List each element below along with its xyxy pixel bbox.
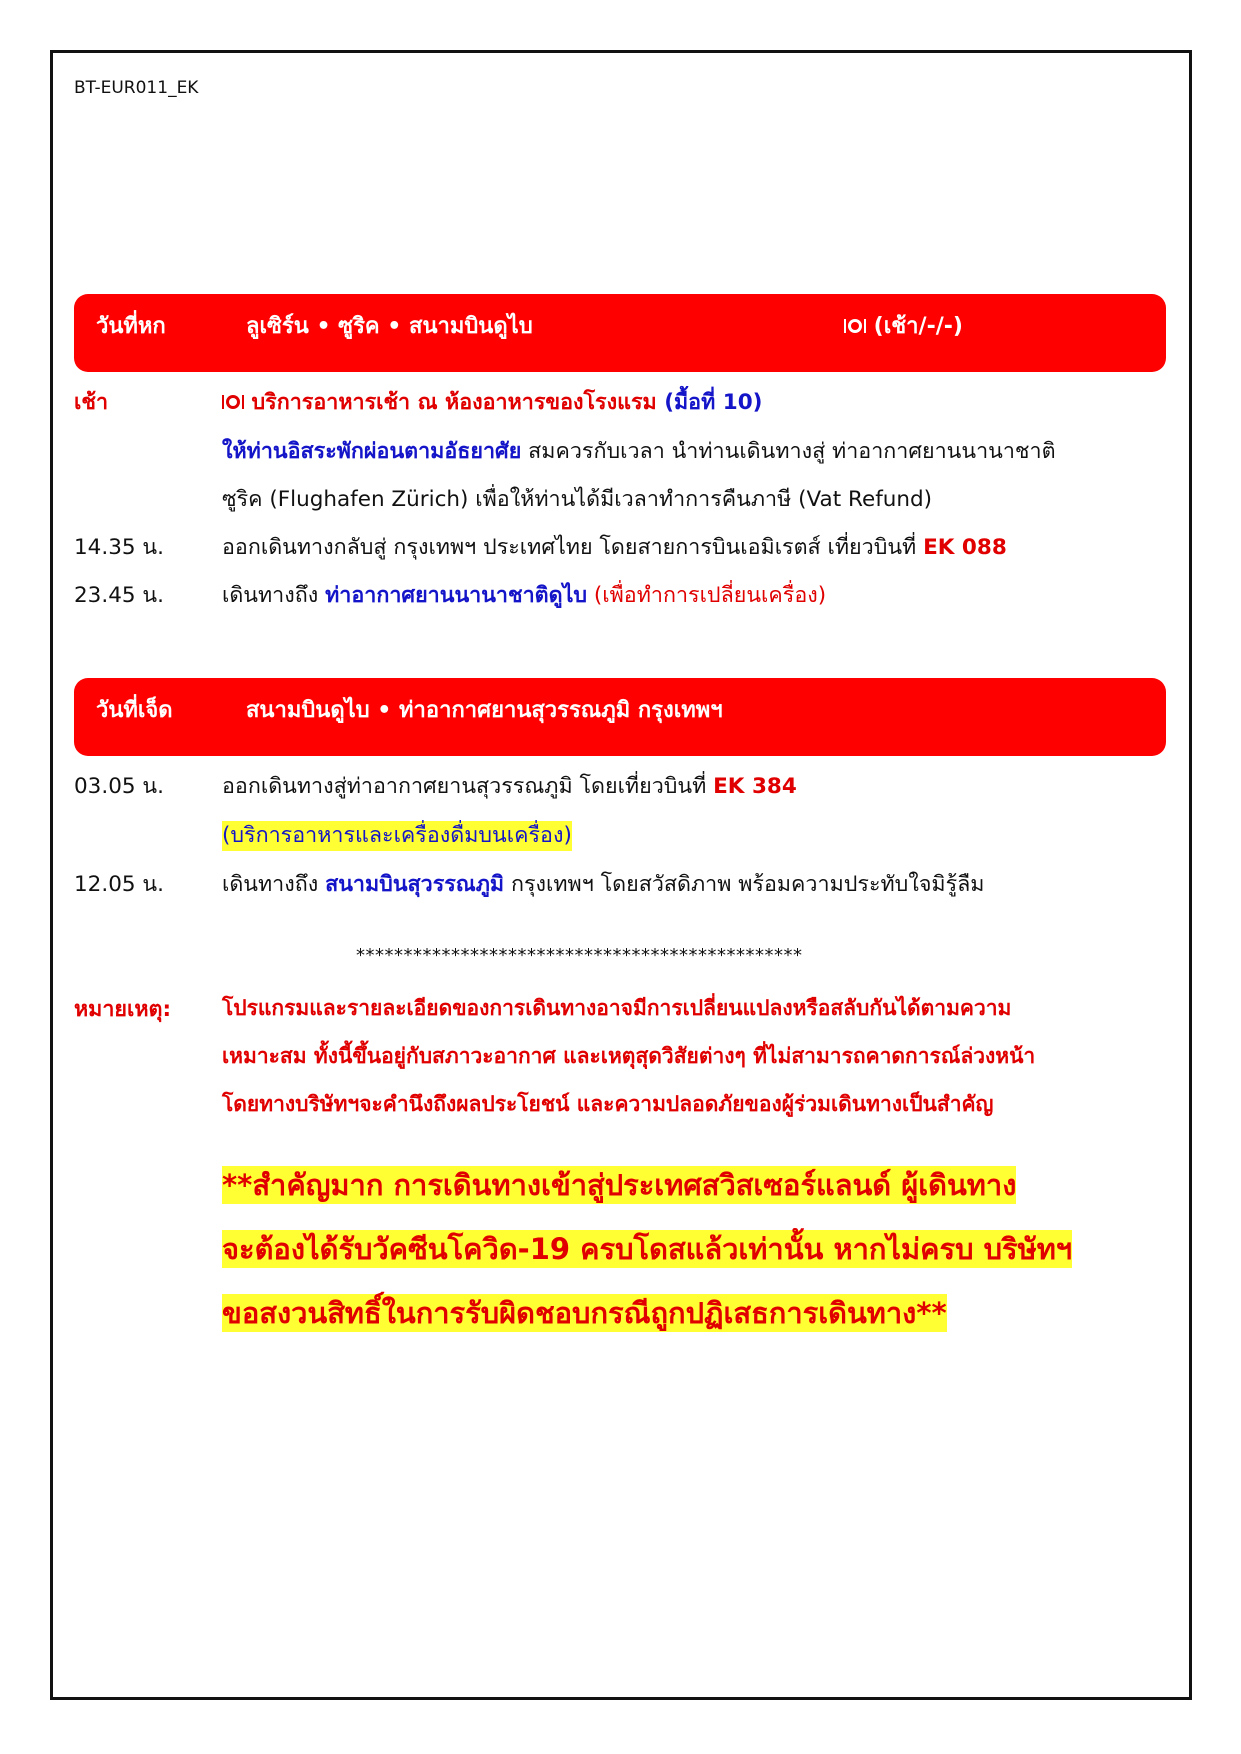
arrival-text: เดินทางถึง: [222, 872, 326, 897]
inflight-service: (บริการอาหารและเครื่องดื่มบนเครื่อง): [222, 821, 572, 851]
notes-label: หมายเหตุ:: [74, 997, 172, 1022]
dish-icon: [222, 393, 244, 411]
departure-time: 14.35 น.: [74, 535, 164, 560]
important-line: ขอสงวนสิทธิ์ในการรับผิดชอบกรณีถูกปฏิเสธการเดินทาง**: [222, 1296, 947, 1330]
departure-desc: [222, 772, 797, 802]
important-line: จะต้องได้รับวัคซีนโควิด-19 ครบโดสแล้วเท่านั้น หากไม่ครบ บริษัทฯ: [222, 1232, 1073, 1266]
day6-meal-codes: (เช้า/-/-): [873, 314, 963, 339]
breakfast-desc: [222, 388, 763, 418]
day7-label: วันที่เจ็ด: [96, 698, 173, 723]
note-line: เหมาะสม ทั้งนี้ขึ้นอยู่กับสภาวะอากาศ และเหตุสุดวิสัยต่างๆ ที่ไม่สามารถคาดการณ์ล่วงหน้า: [222, 1044, 1036, 1068]
day6-meals: [844, 294, 963, 360]
departure-desc: [222, 533, 1007, 563]
note-line: โปรแกรมและรายละเอียดของการเดินทางอาจมีการเปลี่ยนแปลงหรือสลับกันได้ตามความ: [222, 996, 1012, 1020]
departure-flight: EK 088: [923, 535, 1007, 560]
breakfast-time: เช้า: [74, 390, 109, 415]
free-time-desc: [222, 437, 1056, 467]
departure-flight: EK 384: [713, 774, 797, 799]
day6-label: วันที่หก: [96, 314, 166, 339]
dish-icon: [844, 317, 866, 335]
departure-text: ออกเดินทางสู่ท่าอากาศยานสุวรรณภูมิ โดยเที่ยวบินที่: [222, 774, 714, 799]
breakfast-meal-number: (มื้อที่ 10): [664, 390, 763, 415]
departure-text: ออกเดินทางกลับสู่ กรุงเทพฯ ประเทศไทย โดยสายการบินเอมิเรตส์ เที่ยวบินที่: [222, 535, 924, 560]
document-code: BT-EUR011_EK: [74, 78, 199, 98]
day7-title: สนามบินดูไบ • ท่าอากาศยานสุวรรณภูมิ กรุงเทพฯ: [246, 698, 723, 723]
day6-header: [74, 294, 1166, 372]
separator: ***********************************************: [356, 945, 803, 966]
free-time-bold: ให้ท่านอิสระพักผ่อนตามอัธยาศัย: [222, 439, 522, 464]
arrival-desc: [222, 870, 984, 900]
departure-time: 03.05 น.: [74, 774, 164, 799]
important-line: **สำคัญมาก การเดินทางเข้าสู่ประเทศสวิสเซอร์แลนด์ ผู้เดินทาง: [222, 1168, 1017, 1202]
note-line: โดยทางบริษัทฯจะคำนึงถึงผลประโยชน์ และความปลอดภัยของผู้ร่วมเดินทางเป็นสำคัญ: [222, 1092, 994, 1116]
day7-header: [74, 678, 1166, 756]
arrival-place: ท่าอากาศยานนานาชาติดูไบ: [325, 583, 588, 608]
arrival-note: กรุงเทพฯ โดยสวัสดิภาพ พร้อมความประทับใจมิรู้ลืม: [504, 872, 985, 897]
free-time-line2: ซูริค (Flughafen Zürich) เพื่อให้ท่านได้มีเวลาทำการคืนภาษี (Vat Refund): [222, 487, 933, 512]
arrival-note: (เพื่อทำการเปลี่ยนเครื่อง): [587, 583, 827, 608]
day6-title: ลูเซิร์น • ซูริค • สนามบินดูไบ: [246, 314, 533, 339]
arrival-place: สนามบินสุวรรณภูมิ: [325, 872, 505, 897]
arrival-desc: [222, 581, 826, 611]
arrival-time: 12.05 น.: [74, 872, 164, 897]
breakfast-text: บริการอาหารเช้า ณ ห้องอาหารของโรงแรม: [251, 390, 657, 415]
arrival-text: เดินทางถึง: [222, 583, 326, 608]
free-time-text: สมควรกับเวลา นำท่านเดินทางสู่ ท่าอากาศยานนานาชาติ: [521, 439, 1056, 464]
arrival-time: 23.45 น.: [74, 583, 164, 608]
